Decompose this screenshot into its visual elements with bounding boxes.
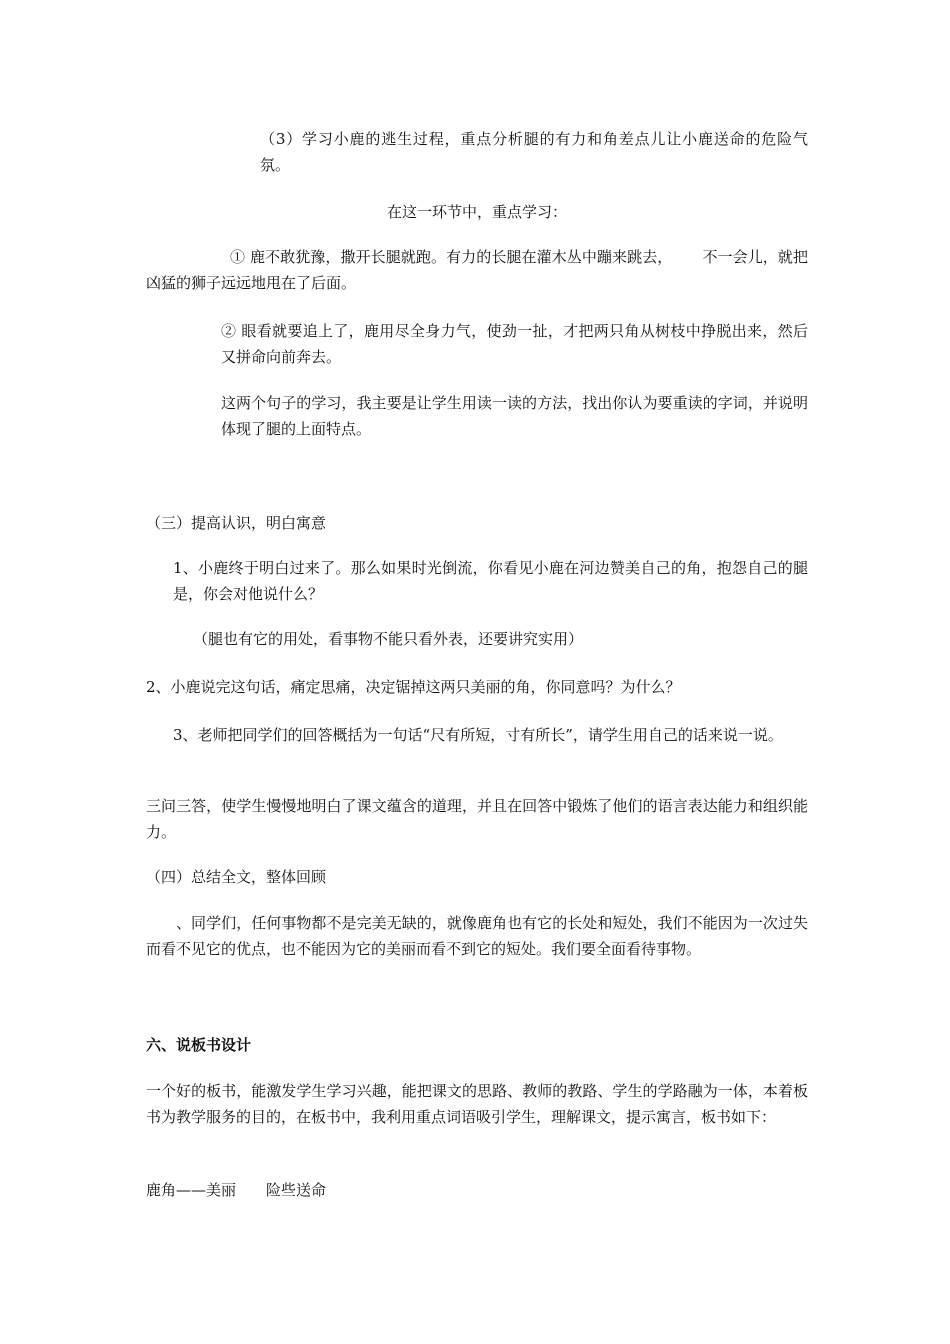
sentence-one-part-b: 不一会儿，就把凶猛的狮子远远地甩在了后面。 — [146, 248, 808, 292]
section-three-heading: （三）提高认识，明白寓意 — [146, 514, 327, 532]
sentence-one — [146, 244, 808, 296]
section-six-heading: 六、说板书设计 — [146, 1036, 252, 1054]
question-one: 1、小鹿终于明白过来了。那么如果时光倒流，你看见小鹿在河边赞美自己的角，抱怨自己的腿是，你会对他说什么？ — [173, 559, 808, 603]
question-three: 3、老师把同学们的回答概括为一句话“尺有所短，寸有所长”，请学生用自己的话来说一说。 — [173, 726, 783, 744]
board-design-intro: 一个好的板书，能激发学生学习兴趣，能把课文的思路、教师的教路、学生的学路融为一体，本着板书为教学服务的目的，在板书中，我利用重点词语吸引学生，理解课文，提示寓言，板书如下： — [146, 1082, 808, 1126]
board-line-danger: 险些送命 — [266, 1181, 327, 1199]
section-four-heading: （四）总结全文，整体回顾 — [146, 868, 327, 886]
board-line — [146, 1177, 808, 1203]
paragraph-study-escape: （3）学习小鹿的逃生过程，重点分析腿的有力和角差点儿让小鹿送命的危险气氛。 — [260, 130, 808, 174]
sentence-two: ② 眼看就要追上了，鹿用尽全身力气，使劲一扯，才把两只角从树枝中挣脱出来，然后又拼命向前奔去。 — [221, 322, 808, 366]
question-two: 2、小鹿说完这句话，痛定思痛，决定锯掉这两只美丽的角，你同意吗？为什么？ — [146, 678, 681, 696]
key-study-heading: 在这一环节中，重点学习： — [386, 203, 567, 221]
section-four-body: 、同学们，任何事物都不是完美无缺的，就像鹿角也有它的长处和短处，我们不能因为一次过失而看不见它的优点，也不能因为它的美丽而看不到它的短处。我们要全面看待事物。 — [146, 914, 808, 958]
sentence-method: 这两个句子的学习，我主要是让学生用读一读的方法，找出你认为要重读的字词，并说明体现了腿的上面特点。 — [221, 394, 808, 438]
summary-three-questions: 三问三答，使学生慢慢地明白了课文蕴含的道理，并且在回答中锻炼了他们的语言表达能力和组织能力。 — [146, 797, 808, 841]
board-line-deer-horn: 鹿角——美丽 — [146, 1181, 237, 1199]
answer-one: （腿也有它的用处，看事物不能只看外表，还要讲究实用） — [193, 630, 584, 648]
sentence-one-part-a: ① 鹿不敢犹豫，撒开长腿就跑。有力的长腿在灌木丛中蹦来跳去， — [230, 248, 673, 266]
